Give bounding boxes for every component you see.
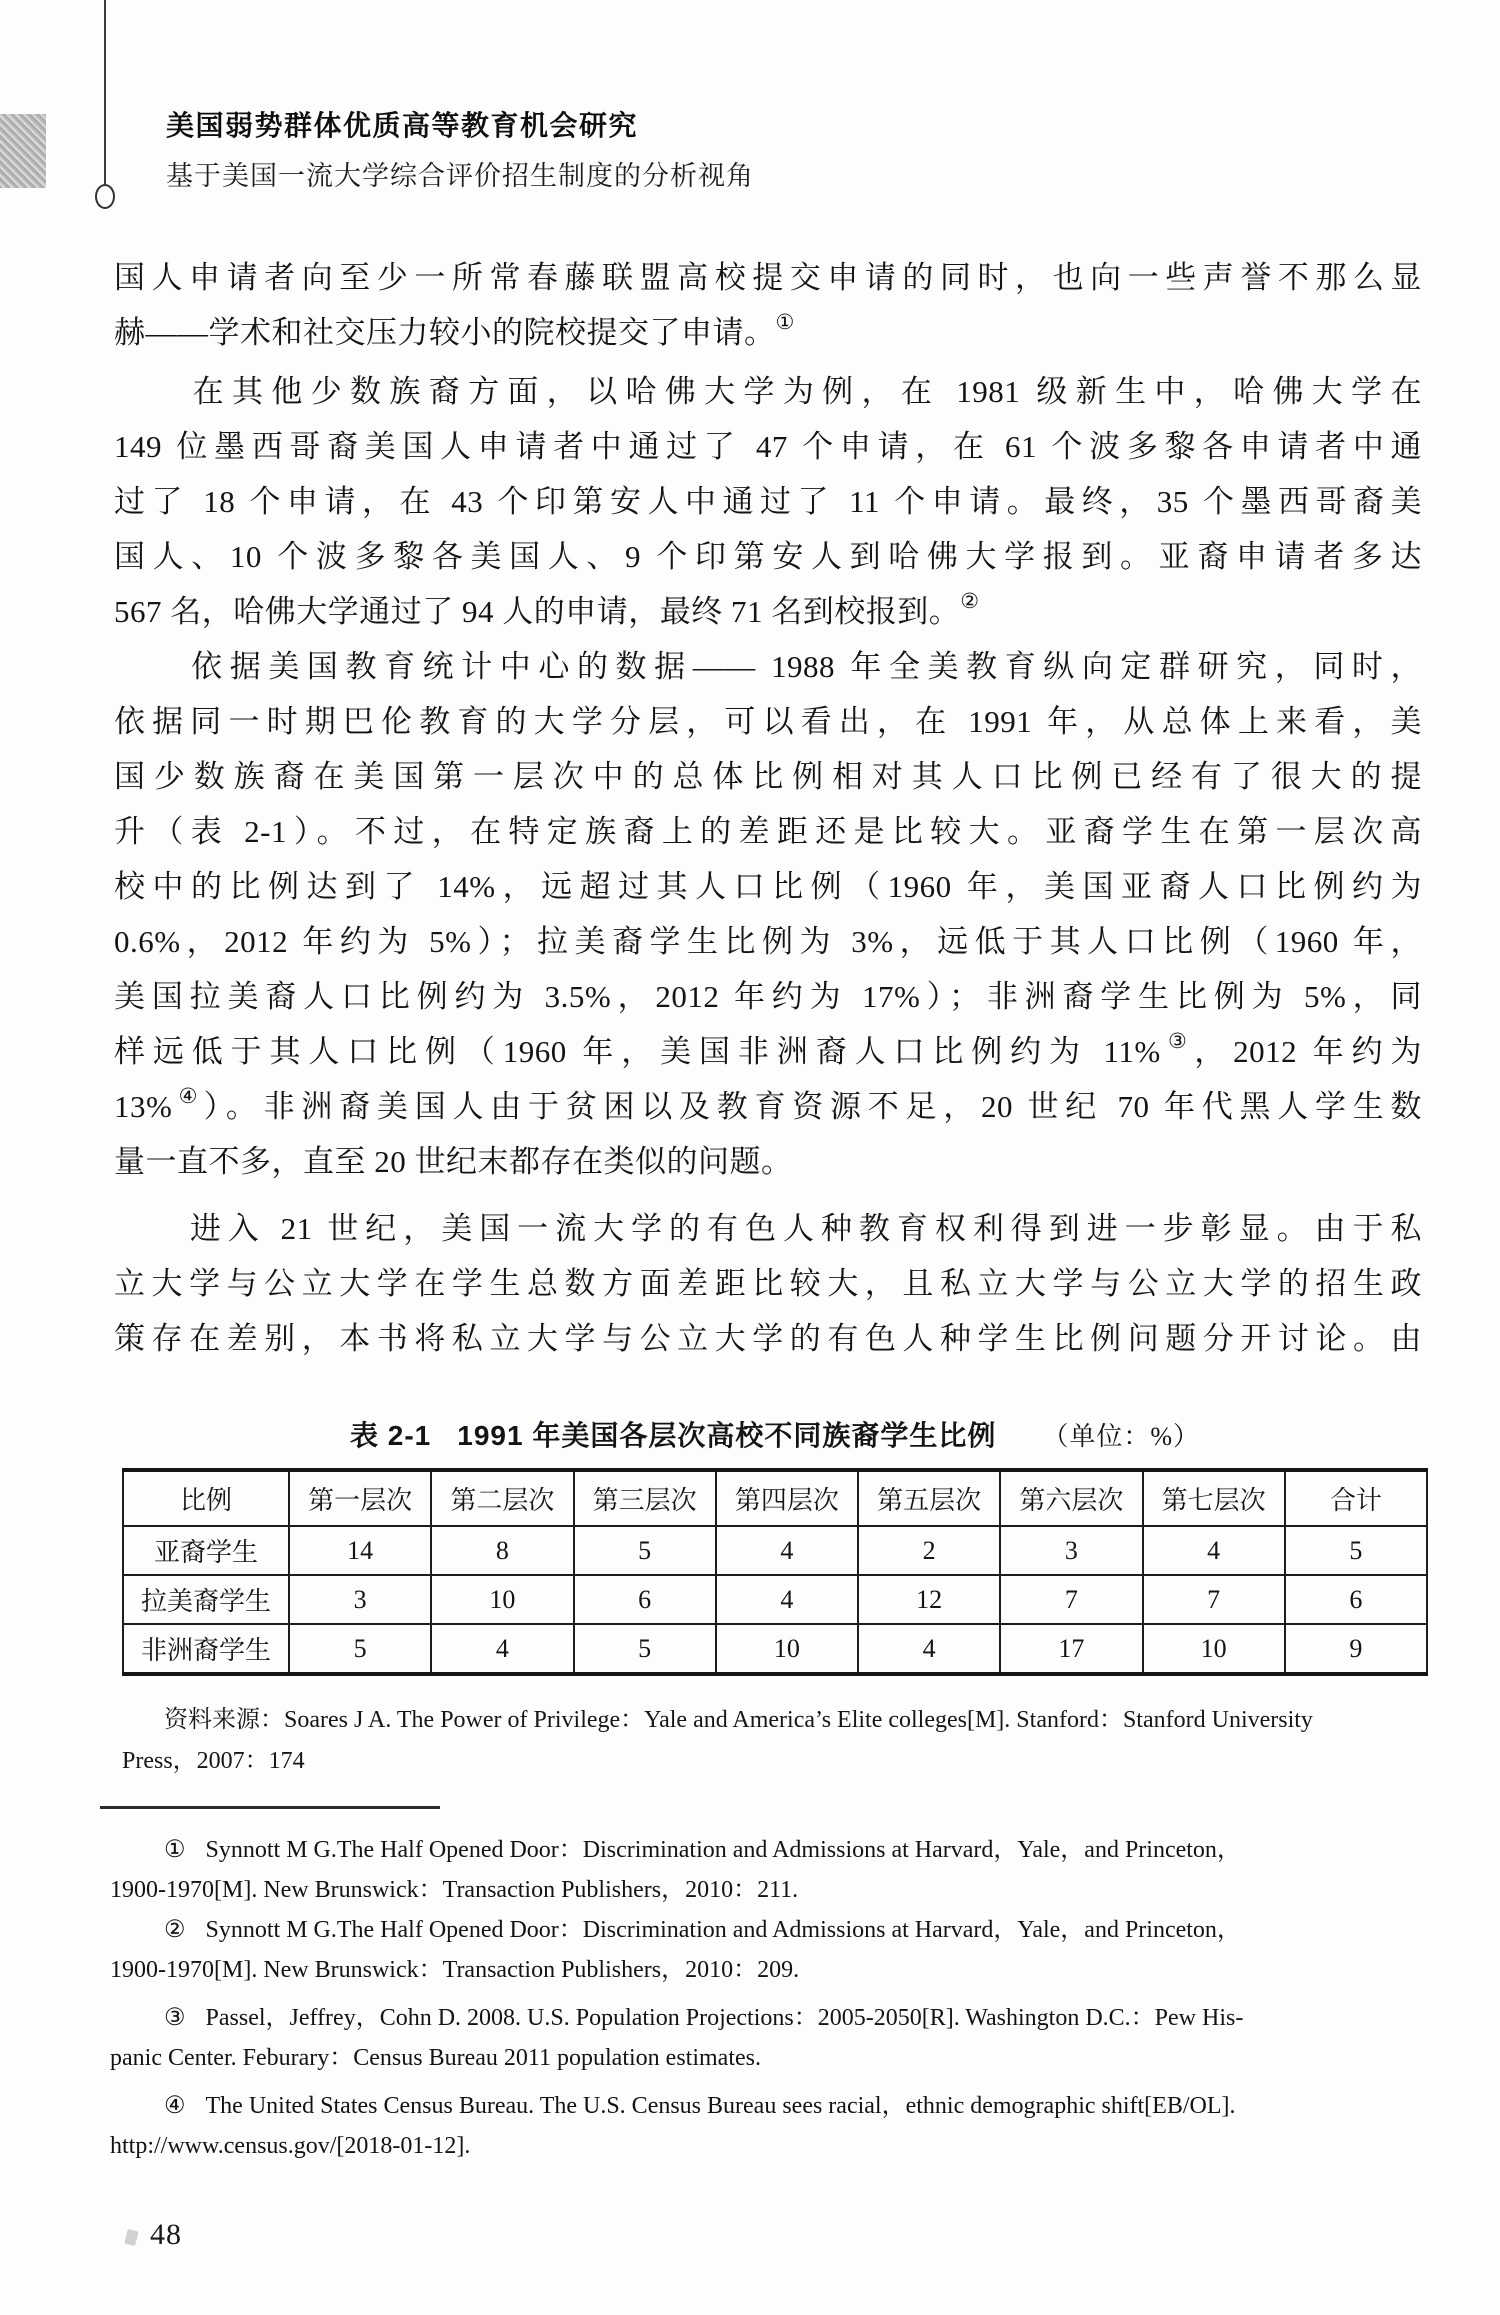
body-line: 国少数族裔在美国第一层次中的总体比例相对其人口比例已经有了很大的提 — [114, 759, 1422, 794]
footnote-ref-marker: ① — [775, 310, 795, 334]
footnote-ref-marker: ② — [960, 589, 980, 613]
footnote-number: ① — [164, 1837, 186, 1863]
table-area — [122, 1414, 1428, 1782]
table-caption — [122, 1414, 1428, 1454]
footnote — [110, 1998, 1440, 2078]
ratio-cell: 8 — [431, 1526, 573, 1575]
footnote-ref-marker: ③ — [1160, 1029, 1195, 1053]
ratio-cell: 5 — [289, 1624, 431, 1674]
scan-texture-block — [0, 114, 46, 188]
margin-circle-ornament — [95, 184, 115, 209]
ratio-cell: 4 — [431, 1624, 573, 1674]
ratio-cell: 10 — [716, 1624, 858, 1674]
paragraph — [114, 250, 1422, 360]
column-header: 第七层次 — [1143, 1470, 1285, 1526]
ratio-cell: 4 — [858, 1624, 1000, 1674]
ratio-cell: 7 — [1000, 1575, 1142, 1624]
ratio-cell: 5 — [1285, 1526, 1427, 1575]
body-line: 13%④）。非洲裔美国人由于贫困以及教育资源不足，20 世纪 70 年代黑人学生数 — [114, 1084, 1423, 1124]
ratio-cell: 5 — [574, 1624, 716, 1674]
scan-smudge — [124, 2229, 138, 2246]
column-header: 第六层次 — [1000, 1470, 1142, 1526]
body-line: 国人申请者向至少一所常春藤联盟高校提交申请的同时，也向一些声誉不那么显 — [114, 260, 1422, 295]
ratio-cell: 6 — [574, 1575, 716, 1624]
source-line: Press，2007：174 — [122, 1748, 305, 1774]
ratio-cell: 3 — [289, 1575, 431, 1624]
footnote-line: ② Synnott M G.The Half Opened Door：Discrimination and Admissions at Harvard，Yale，and Princeton， — [164, 1917, 1241, 1943]
footnote-number: ④ — [164, 2093, 186, 2119]
row-label: 非洲裔学生 — [123, 1624, 289, 1674]
footnote-line: 1900-1970[M]. New Brunswick：Transaction Publishers，2010：209. — [110, 1957, 800, 1983]
footnote-number: ③ — [164, 2005, 186, 2031]
page-number: 48 — [150, 2218, 182, 2251]
ratio-cell: 12 — [858, 1575, 1000, 1624]
footnote-ref-marker: ④ — [172, 1084, 204, 1108]
column-header: 第二层次 — [431, 1470, 573, 1526]
body-line: 过了 18 个申请，在 43 个印第安人中通过了 11 个申请。最终，35 个墨西哥裔美 — [114, 484, 1422, 519]
paragraph — [114, 639, 1422, 1189]
ethnic-ratio-table — [122, 1468, 1428, 1676]
column-header: 第三层次 — [574, 1470, 716, 1526]
footnote-line: ① Synnott M G.The Half Opened Door：Discrimination and Admissions at Harvard，Yale，and Princeton， — [164, 1837, 1241, 1863]
book-subtitle: 基于美国一流大学综合评价招生制度的分析视角 — [166, 161, 754, 191]
body-line: 校中的比例达到了 14%，远超过其人口比例（1960 年，美国亚裔人口比例约为 — [114, 869, 1422, 904]
ratio-cell: 4 — [1143, 1526, 1285, 1575]
ratio-cell: 10 — [1143, 1624, 1285, 1674]
body-line: 0.6%，2012 年约为 5%）；拉美裔学生比例为 3%，远低于其人口比例（1960 年， — [114, 924, 1422, 959]
column-header: 比例 — [123, 1470, 289, 1526]
book-title: 美国弱势群体优质高等教育机会研究 — [166, 110, 639, 141]
column-header: 第五层次 — [858, 1470, 1000, 1526]
ratio-cell: 17 — [1000, 1624, 1142, 1674]
body-line: 美国拉美裔人口比例约为 3.5%，2012 年约为 17%）；非洲裔学生比例为 5%，同 — [114, 979, 1422, 1014]
body-line: 149 位墨西哥裔美国人申请者中通过了 47 个申请，在 61 个波多黎各申请者中通 — [114, 429, 1422, 464]
ratio-cell: 10 — [431, 1575, 573, 1624]
footnote-line: http://www.census.gov/[2018-01-12]. — [110, 2133, 471, 2159]
body-line: 567 名，哈佛大学通过了 94 人的申请，最终 71 名到校报到。② — [114, 589, 980, 629]
paragraph — [114, 1201, 1422, 1366]
body-line: 赫——学术和社交压力较小的院校提交了申请。① — [114, 310, 795, 350]
body-text — [114, 250, 1422, 1366]
column-header: 合计 — [1285, 1470, 1427, 1526]
table-title: 1991 年美国各层次高校不同族裔学生比例 — [457, 1420, 997, 1451]
row-label: 亚裔学生 — [123, 1526, 289, 1575]
body-line: 升（表 2-1）。不过，在特定族裔上的差距还是比较大。亚裔学生在第一层次高 — [114, 814, 1422, 849]
footnote-line: ③ Passel，Jeffrey，Cohn D. 2008. U.S. Population Projections：2005-2050[R]. Washington D.C.：Pew His- — [164, 2005, 1244, 2031]
footnote — [110, 2086, 1440, 2166]
ratio-cell: 6 — [1285, 1575, 1427, 1624]
margin-vertical-line — [104, 0, 106, 188]
ratio-cell: 4 — [716, 1526, 858, 1575]
footnote-divider-rule — [100, 1806, 440, 1809]
paragraph — [114, 364, 1422, 639]
ratio-cell: 2 — [858, 1526, 1000, 1575]
footnote-line: 1900-1970[M]. New Brunswick：Transaction Publishers，2010：211. — [110, 1877, 799, 1903]
ratio-cell: 3 — [1000, 1526, 1142, 1575]
ratio-cell: 9 — [1285, 1624, 1427, 1674]
running-header — [166, 104, 754, 193]
footnote-line: panic Center. Feburary：Census Bureau 2011 population estimates. — [110, 2045, 761, 2071]
table-row — [123, 1575, 1427, 1624]
footnote-number: ② — [164, 1917, 186, 1943]
body-line: 依据美国教育统计中心的数据—— 1988 年全美教育纵向定群研究，同时， — [114, 649, 1422, 684]
row-label: 拉美裔学生 — [123, 1575, 289, 1624]
body-line: 进入 21 世纪，美国一流大学的有色人种教育权利得到进一步彰显。由于私 — [114, 1211, 1422, 1246]
body-line: 国人、10 个波多黎各美国人、9 个印第安人到哈佛大学报到。亚裔申请者多达 — [114, 539, 1422, 574]
table-source — [122, 1700, 1428, 1782]
source-line: 资料来源：Soares J A. The Power of Privilege：Yale and America’s Elite colleges[M]. Stanford：Stanford University — [164, 1707, 1313, 1733]
footnote — [110, 1830, 1440, 1910]
body-line: 立大学与公立大学在学生总数方面差距比较大，且私立大学与公立大学的招生政 — [114, 1266, 1422, 1301]
ratio-cell: 14 — [289, 1526, 431, 1575]
table-row — [123, 1624, 1427, 1674]
body-line: 量一直不多，直至 20 世纪末都存在类似的问题。 — [114, 1144, 793, 1179]
footnotes — [110, 1830, 1440, 2166]
column-header: 第一层次 — [289, 1470, 431, 1526]
body-line: 在其他少数族裔方面，以哈佛大学为例，在 1981 级新生中，哈佛大学在 — [114, 374, 1422, 409]
body-line: 样远低于其人口比例（1960 年，美国非洲裔人口比例约为 11%③，2012 年约为 — [114, 1029, 1423, 1069]
table-row — [123, 1526, 1427, 1575]
table-unit-note: （单位：%） — [1042, 1422, 1200, 1451]
table-header-row — [123, 1470, 1427, 1526]
ratio-cell: 4 — [716, 1575, 858, 1624]
table-number-label: 表 2-1 — [350, 1420, 432, 1451]
ratio-cell: 7 — [1143, 1575, 1285, 1624]
body-line: 策存在差别，本书将私立大学与公立大学的有色人种学生比例问题分开讨论。由 — [114, 1321, 1422, 1356]
column-header: 第四层次 — [716, 1470, 858, 1526]
footnote — [110, 1910, 1440, 1990]
ratio-cell: 5 — [574, 1526, 716, 1575]
footnote-line: ④ The United States Census Bureau. The U.S. Census Bureau sees racial，ethnic demographic shift[EB/OL]. — [164, 2093, 1236, 2119]
body-line: 依据同一时期巴伦教育的大学分层，可以看出，在 1991 年，从总体上来看，美 — [114, 704, 1422, 739]
